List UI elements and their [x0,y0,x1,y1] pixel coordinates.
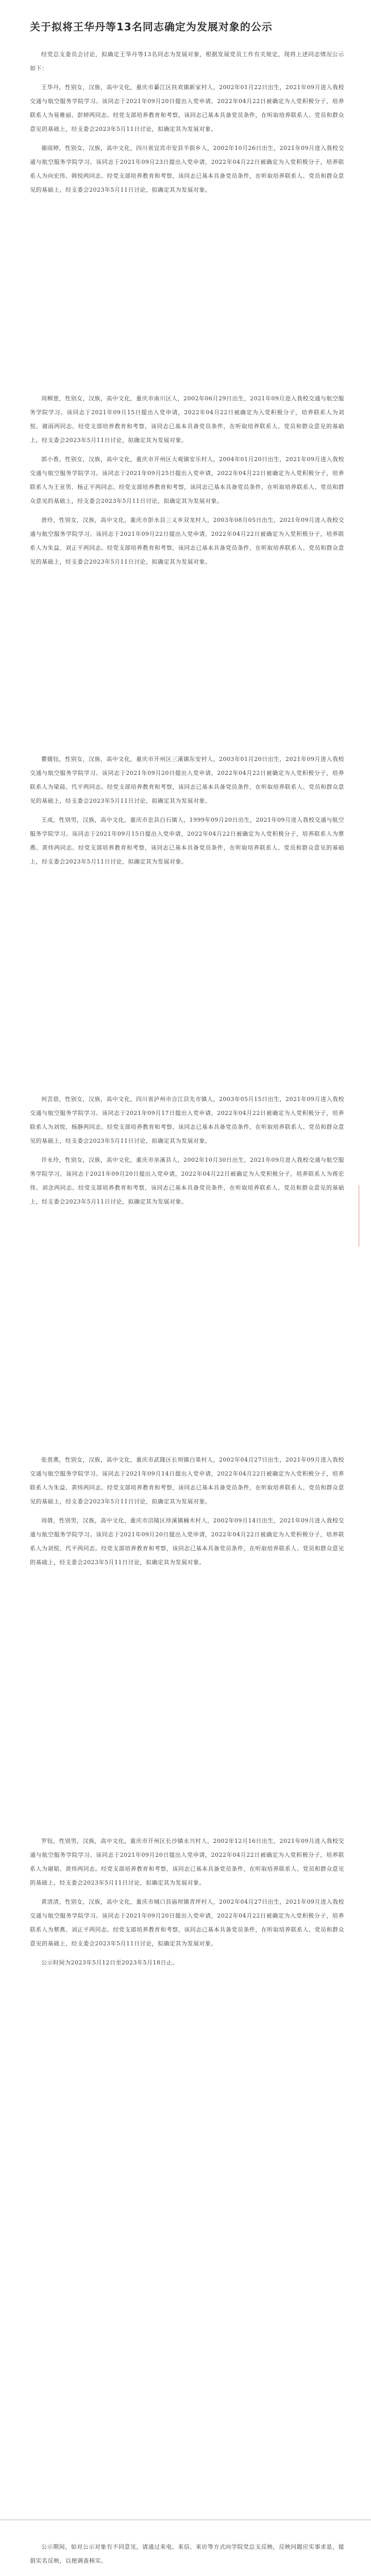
candidate-paragraph: 瞿媛钰，性别女，汉族，高中文化，重庆市开州区三溪镇东安村人，2003年01月20日出生，2021年09月进入我校交通与航空服务学院学习。该同志于2021年09月20日提出入党申请，2022年04月22日被确定为入党积极分子，培养联系人为梁晨、代平两同志。经党支部培养教育和考察，该同志已基本具备党员条件，在听取培养联系人、党员和群众意见的基础上，经支委会2023年5月11日讨论，拟确定其为发展对象。 [30,756,344,804]
candidate-paragraph: 王华丹，性别女，汉族，高中文化，重庆市綦江区扶欢镇新家村人，2002年01月22日出生，2021年09月进入我校交通与航空服务学院学习。该同志于2021年09月20日提出入党申请，2022年04月22日被确定为入党积极分子，培养联系人为易雅丽、彭婷两同志。经党支部培养教育和考察，该同志已基本具备党员条件，在听取培养联系人、党员和群众意见的基础上，经支委会2023年5月11日讨论，拟确定其为发展对象。 [30,84,344,132]
candidate-paragraph: 许永玲，性别女，汉族，高中文化，重庆市巫溪县人，2002年10月30日出生，2021年09月进入我校交通与航空服务学院学习。该同志于2021年09月20日提出入党申请，2022年04月22日被确定为入党积极分子，培养联系人为蒋宏伟、刘念两同志。经党支部培养教育和考察，该同志已基本具备党员条件，在听取培养联系人、党员和群众意见的基础上，经支委会2023年5月11日讨论，拟确定其为发展对象。 [30,1157,344,1205]
candidate-paragraph: 郭小香，性别女，汉族，高中文化，重庆市开州区大观镇安乐村人，2004年01月20日出生，2021年09月进入我校交通与航空服务学院学习。该同志于2021年09月25日提出入党申请，2022年04月22日被确定为入党积极分子，培养联系人为王亚男、杨正平两同志。经党支部培养教育和考察，该同志已基本具备党员条件，在听取培养联系人、党员和群众意见的基础上，经支委会2023年5月11日讨论，拟确定其为发展对象。 [30,456,344,504]
document-body [30,47,344,202]
candidate-paragraph: 何芸蓓，性别女，汉族，高中文化，四川省泸州市合江县先市镇人，2003年05月15日出生，2021年09月进入我校交通与航空服务学院学习。该同志于2021年09月17日提出入党申请，2022年04月22日被确定为入党积极分子，培养联系人为刘悦、杨静两同志。经党支部培养教育和考察，该同志已基本具备党员条件，在听取培养联系人、党员和群众意见的基础上，经支委会2023年5月11日讨论，拟确定其为发展对象。 [30,1096,344,1144]
candidate-paragraph: 罗钰，性别男，汉族，高中文化，重庆市开州区长沙镇永兴村人，2002年12月16日出生，2021年09月进入我校交通与航空服务学院学习。该同志于2021年09月20日提出入党申请，2022年04月22日被确定为入党积极分子，培养联系人为谢韬、黄炜两同志。经党支部培养教育和考察，该同志已基本具备党员条件，在听取培养联系人、党员和群众意见的基础上，经支委会2023年5月11日讨论，拟确定其为发展对象。 [30,1838,344,1886]
section-divider [0,2519,371,2520]
notice-paragraph: 公示期间，如对公示对象有不同意见，请通过来电、来信、来访等方式向学院党总支反映，反映问题应实事求是，提倡实名反映，以便调查核实。 [30,2544,344,2564]
document-body [30,752,344,874]
document-body [30,392,344,574]
page-title: 关于拟将王华丹等13名同志确定为发展对象的公示 [30,21,273,33]
document-body [30,1453,344,1574]
candidate-paragraph: 黄清清，性别女，汉族，高中文化，重庆市城口县庙坝镇青坪村人，2002年04月27日出生，2021年09月进入我校交通与航空服务学院学习。该同志于2021年09月20日提出入党申请，2022年04月22日被确定为入党积极分子，培养联系人为蔡燕、刘正平两同志。经党支部培养教育和考察，该同志已基本具备党员条件，在听取培养联系人、党员和群众意见的基础上，经支委会2023年5月11日讨论，拟确定其为发展对象。 [30,1899,344,1947]
notice-section [30,2540,344,2573]
document-body [30,1834,344,1975]
candidate-paragraph: 周倩，性别男，汉族，高中文化，重庆市涪陵区珍溪镇楠木村人，2002年09月14日出生，2021年09月进入我校交通与航空服务学院学习。该同志于2021年09月20日提出入党申请，2022年04月22日被确定为入党积极分子，培养联系人为刘悦、代平两同志。经党支部培养教育和考察，该同志已基本具备党员条件，在听取培养联系人、党员和群众意见的基础上，经支委会2023年5月11日讨论，拟确定其为发展对象。 [30,1517,344,1566]
document-body [30,1092,344,1214]
candidate-paragraph: 谢雨婷，性别女，汉族，高中文化，四川省宜宾市安县羊街乡人，2002年10月26日出生，2021年09月进入我校交通与航空服务学院学习。该同志于2021年09月23日提出入党申请，2022年04月22日被确定为入党积极分子，培养联系人为向宏伟、韩悦两同志。经党支部培养教育和考察，该同志已基本具备党员条件，在听取培养联系人、党员和群众意见的基础上，经支委会2023年5月11日讨论，拟确定其为发展对象。 [30,145,344,193]
candidate-paragraph: 王成，性别男，汉族，高中文化，重庆市忠县白石镇人，1999年09月20日出生，2021年09月进入我校交通与航空服务学院学习。该同志于2021年09月15日提出入党申请，2022年04月22日被确定为入党积极分子，培养联系人为蔡燕、黄炜两同志。经党支部培养教育和考察，该同志已基本具备党员条件，在听取培养联系人、党员和群众意见的基础上，经支委会2023年5月11日讨论，拟确定其为发展对象。 [30,817,344,865]
candidate-paragraph: 张贵燕，性别女，汉族，高中文化，重庆市武隆区长坝镇白果村人，2002年04月27日出生，2021年09月进入我校交通与航空服务学院学习。该同志于2021年09月14日提出入党申请，2022年04月22日被确定为入党积极分子，培养联系人为朱益、黄炜两同志。经党支部培养教育和考察，该同志已基本具备党员条件，在听取培养联系人、党员和群众意见的基础上，经支委会2023年5月11日讨论，拟确定其为发展对象。 [30,1456,344,1505]
candidate-paragraph: 唐玲，性别女，汉族，高中文化，重庆市彭水县三义乡双龙村人，2003年08月05日出生，2021年09月进入我校交通与航空服务学院学习。该同志于2021年09月22日提出入党申请，2022年04月22日被确定为入党积极分子，培养联系人为朱益、刘正平两同志。经党支部培养教育和考察，该同志已基本具备党员条件，在听取培养联系人、党员和群众意见的基础上，经支委会2023年5月11日讨论，拟确定其为发展对象。 [30,517,344,565]
seam-stamp-mark [349,1185,360,1247]
candidate-paragraph: 周柳萱，性别女，汉族，高中文化，重庆市南川区人，2002年06月29日出生，2021年09月进入我校交通与航空服务学院学习。该同志于2021年09月15日提出入党申请，2022年04月22日被确定为入党积极分子，培养联系人为刘悦、谢雨两同志。经党支部培养教育和考察，该同志已基本具备党员条件，在听取培养联系人、党员和群众意见的基础上，经支委会2023年5月11日讨论，拟确定其为发展对象。 [30,395,344,444]
intro-paragraph: 经党总支委员会讨论，拟确定王华丹等13名同志为发展对象，根据发展党员工作有关规定，现将上述同志情况公示如下： [30,51,344,72]
publicity-period: 公示时间为2023年5月12日至2023年5月18日止。 [41,1959,178,1966]
